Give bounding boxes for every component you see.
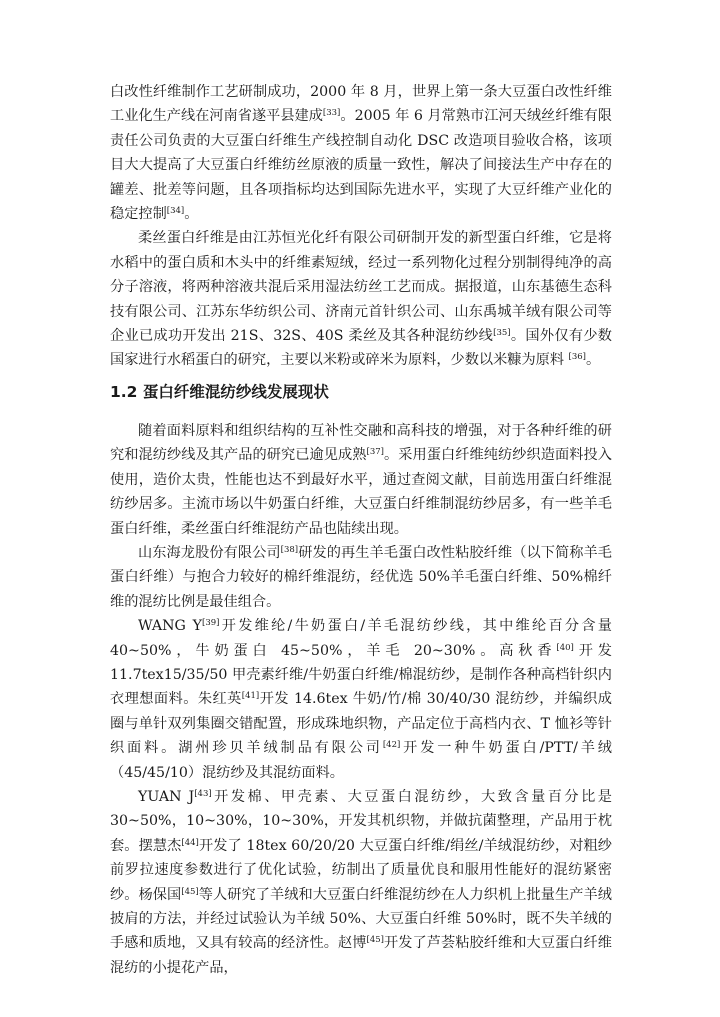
paragraph xyxy=(110,419,612,541)
paragraph-text: 研发的再生羊毛蛋白改性粘胶纤维（以下简称羊毛蛋白纤维）与抱合力较好的棉纤维混纺，经优选 50%羊毛蛋白纤维、50%棉纤维的混纺比例是最佳组合。 xyxy=(110,544,612,610)
citation-ref: [34] xyxy=(166,206,185,217)
citation-ref: [40] xyxy=(556,642,574,653)
section-heading: 1.2 蛋白纤维混纺纱线发展现状 xyxy=(110,382,329,401)
paragraph-text: 山东海龙股份有限公司 xyxy=(138,544,281,561)
paragraph-group-section xyxy=(110,419,612,980)
paragraph xyxy=(110,785,612,980)
paragraph-text: 等人研究了羊绒和大豆蛋白纤维混纺纱在人力织机上批量生产羊绒披肩的方法，并经过试验认为羊绒 50%、大豆蛋白纤维 50%时，既不失羊绒的手感和质地，又具有较高的经济性。赵博 xyxy=(110,886,612,952)
citation-ref: [44] xyxy=(181,837,199,848)
citation-ref: [38] xyxy=(280,544,299,555)
citation-ref: [39] xyxy=(202,618,220,629)
paragraph-text: 。国外仅有少数国家进行水稻蛋白的研究，主要以米粉或碎米为原料，少数以米糠为原料 xyxy=(110,328,612,369)
citation-ref: [35] xyxy=(493,328,511,339)
paragraph-group-intro xyxy=(110,80,612,373)
paragraph-text: 。 xyxy=(184,206,199,223)
paragraph-text: 。2005 年 6 月常熟市江河天绒丝纤维有限责任公司负责的大豆蛋白纤维生产线控制自动化 DSC 改造项目验收合格，该项目大大提高了大豆蛋白纤维纺丝原液的质量一致性，解决了间接法生产中存在的罐差、批差等问题，且各项指标均达到国际先进水平，实现了大豆纤维产业化的稳定控制 xyxy=(110,108,612,223)
paragraph-text: 开发棉、甲壳素、大豆蛋白混纺纱，大致含量百分比是 30~50%，10~30%，10~30%，开发其机织物，并做抗菌整理，产品用于枕套。摆慧杰 xyxy=(110,788,612,854)
citation-ref: [36] xyxy=(568,352,586,363)
citation-ref: [43] xyxy=(194,788,212,799)
paragraph-text: 开发 14.6tex 牛奶/竹/棉 30/40/30 混纺纱，并编织成圈与单针双列集圈交错配置，形成珠地织物，产品定位于高档内衣、T 恤衫等针织面料。湖州珍贝羊绒制品有限公司 xyxy=(110,691,612,757)
paragraph-text: 开发一种牛奶蛋白/PTT/羊绒（45/45/10）混纺纱及其混纺面料。 xyxy=(110,740,612,781)
text-body xyxy=(110,80,612,980)
paragraph-text: 柔丝蛋白纤维是由江苏恒光化纤有限公司研制开发的新型蛋白纤维，它是将水稻中的蛋白质和木头中的纤维素短绒，经过一系列物化过程分别制得纯净的高分子溶液，将两种溶液共混后采用湿法纺丝工艺而成。据报道，山东基德生态科技有限公司、江苏东华纺织公司、济南元首针织公司、山东禹城羊绒有限公司等企业已成功开发出 21S、32S、40S 柔丝及其各种混纺纱线 xyxy=(110,230,612,345)
paragraph-text: 开发 11.7tex15/35/50 甲壳素纤维/牛奶蛋白纤维/棉混纺纱，是制作各种高档针织内衣理想面料。朱红英 xyxy=(110,642,612,708)
citation-ref: [45] xyxy=(366,935,384,946)
paragraph xyxy=(110,614,612,785)
paragraph-text: 开发维纶/牛奶蛋白/羊毛混纺纱线，其中维纶百分含量 40~50%，牛奶蛋白 45~50%，羊毛 20~30%。高秋香 xyxy=(110,618,612,659)
citation-ref: [41] xyxy=(241,691,260,702)
paragraph-text: 开发了芦荟粘胶纤维和大豆蛋白纤维混纺的小提花产品， xyxy=(110,935,612,976)
paragraph-text: WANG Y xyxy=(138,618,203,635)
citation-ref: [33] xyxy=(322,108,341,119)
paragraph-text: 。采用蛋白纤维纯纺纱织造面料投入使用，造价太贵，性能也达不到最好水平，通过查阅文献，目前选用蛋白纤维混纺纱居多。主流市场以牛奶蛋白纤维，大豆蛋白纤维制混纺纱居多，有一些羊毛蛋白纤维，柔丝蛋白纤维混纺产品也陆续出现。 xyxy=(110,447,612,537)
paragraph-text: 白改性纤维制作工艺研制成功，2000 年 8 月，世界上第一条大豆蛋白改性纤维工业化生产线在河南省遂平县建成 xyxy=(110,84,612,125)
paragraph-text: 随着面料原料和组织结构的互补性交融和高科技的增强，对于各种纤维的研究和混纺纱线及其产品的研究已逾见成熟 xyxy=(110,422,612,464)
paragraph-text: 。 xyxy=(585,352,601,369)
citation-ref: [37] xyxy=(366,447,384,458)
paragraph-text: 开发了 18tex 60/20/20 大豆蛋白纤维/绢丝/羊绒混纺纱，对粗纱前罗拉速度参数进行了优化试验，纺制出了质量优良和服用性能好的混纺紧密纱。杨保国 xyxy=(110,837,612,903)
paragraph-text: YUAN J xyxy=(138,788,195,805)
citation-ref: [45] xyxy=(181,886,199,897)
paragraph xyxy=(110,80,612,226)
paragraph xyxy=(110,541,612,614)
citation-ref: [42] xyxy=(382,740,401,751)
paragraph xyxy=(110,226,612,372)
